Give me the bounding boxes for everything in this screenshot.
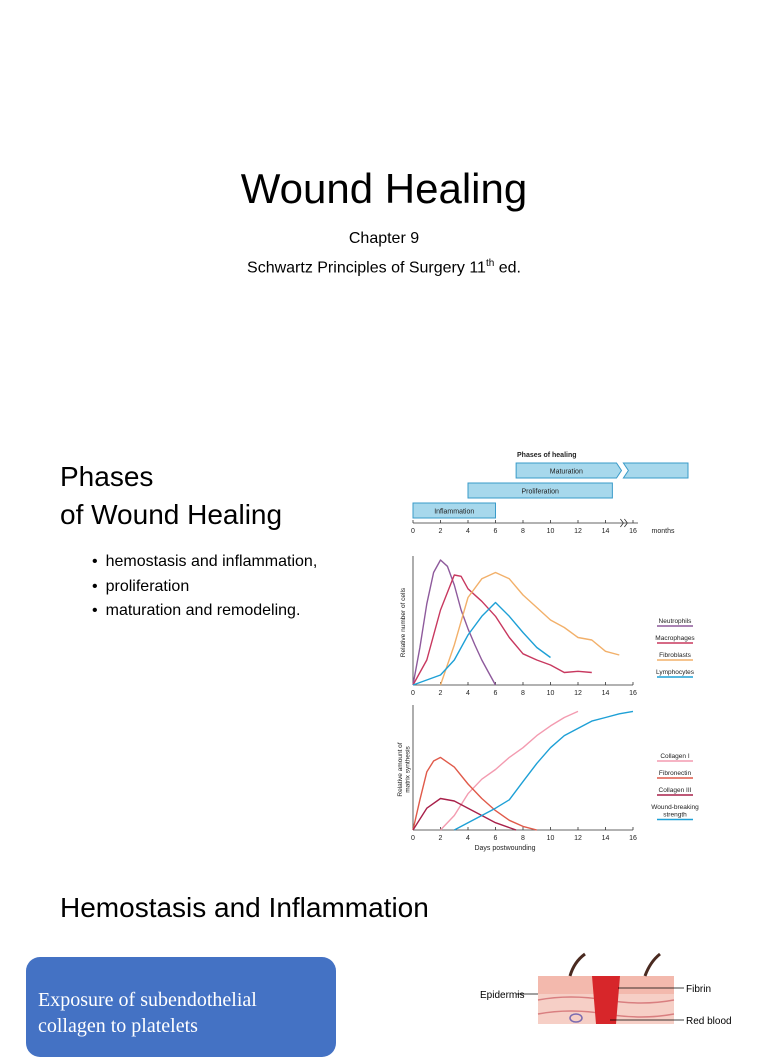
gantt-tick-label: 2 — [438, 528, 443, 535]
series-line — [441, 711, 579, 830]
gantt-tick-label: 12 — [574, 528, 582, 535]
legend-label: Macrophages — [655, 635, 695, 642]
x-axis-label: Days postwounding — [474, 845, 536, 852]
gantt-tick-label: 16 — [629, 528, 637, 535]
phases-bullet-list — [92, 550, 317, 624]
gantt-tick-label: 0 — [411, 528, 415, 535]
gantt-tick-label: 6 — [493, 528, 498, 535]
x-tick-label: 6 — [493, 690, 498, 697]
wound-healing-charts — [395, 445, 725, 855]
hemostasis-heading: Hemostasis and Inflammation — [60, 892, 429, 923]
info-box-line2: collagen to platelets — [38, 1015, 198, 1037]
gantt-tick-label: 10 — [546, 528, 555, 535]
gantt-tick-label: 14 — [601, 528, 610, 535]
gantt-bar-label: Inflammation — [434, 508, 475, 516]
series-line — [413, 575, 592, 685]
gantt-bar-continuation — [623, 463, 688, 478]
x-tick-label: 10 — [546, 690, 555, 697]
wound-clot — [592, 976, 620, 1024]
bullet-item: • hemostasis and inflammation, — [92, 550, 317, 575]
series-line — [413, 603, 551, 686]
x-tick-label: 2 — [438, 690, 443, 697]
series-line — [454, 711, 633, 830]
gantt-bar-label: Proliferation — [521, 488, 559, 496]
legend-label: Fibronectin — [658, 770, 692, 777]
x-tick-label: 4 — [466, 835, 470, 842]
x-tick-label: 4 — [466, 690, 470, 697]
legend-label: Collagen III — [658, 787, 692, 794]
info-box — [26, 957, 336, 1057]
phases-heading-line2: of Wound Healing — [60, 499, 283, 530]
info-box-line1: Exposure of subendothelial — [38, 989, 257, 1011]
epidermis-label: Epidermis — [480, 990, 525, 1001]
hair-shaft — [570, 954, 585, 976]
wound-skin-illustration — [470, 948, 768, 1024]
gantt-title: Phases of healing — [517, 452, 577, 459]
chapter-subtitle: Chapter 9 — [348, 230, 420, 247]
legend-label: Lymphocytes — [655, 669, 695, 676]
edition-suffix: ed. — [494, 259, 521, 277]
red-blood-label: Red blood — [686, 1016, 732, 1024]
x-tick-label: 8 — [521, 835, 525, 842]
gantt-tick-label: 8 — [521, 528, 525, 535]
x-tick-label: 2 — [438, 835, 443, 842]
x-tick-label: 12 — [574, 690, 582, 697]
x-tick-label: 0 — [411, 835, 415, 842]
gantt-tick-label: 4 — [466, 528, 470, 535]
x-tick-label: 12 — [574, 835, 582, 842]
gantt-bar-label: Maturation — [549, 468, 583, 476]
legend-label: Fibroblasts — [659, 652, 691, 659]
gantt-x-axis-label: months — [651, 528, 675, 535]
info-box-text — [38, 987, 257, 1039]
x-tick-label: 8 — [521, 690, 525, 697]
title-slide-heading: Wound Healing — [240, 165, 528, 212]
fibrin-label: Fibrin — [686, 984, 712, 995]
book-subtitle — [0, 258, 768, 277]
hair-shaft — [645, 954, 660, 976]
x-tick-label: 16 — [629, 690, 637, 697]
x-tick-label: 14 — [601, 835, 610, 842]
y-axis-label: Relative number of cells — [400, 587, 407, 658]
x-tick-label: 6 — [493, 835, 498, 842]
y-axis-label: Relative amount ofmatrix synthesis — [397, 742, 412, 797]
legend-label: Collagen I — [660, 753, 690, 760]
bullet-item: • maturation and remodeling. — [92, 599, 317, 624]
edition-superscript: th — [485, 258, 495, 269]
legend-label: Wound-breaking strength — [651, 804, 699, 819]
phases-heading — [60, 458, 282, 534]
x-tick-label: 16 — [629, 835, 637, 842]
bullet-item: • proliferation — [92, 575, 317, 600]
book-name: Schwartz Principles of Surgery 11 — [247, 259, 486, 277]
legend-label: Neutrophils — [658, 618, 692, 625]
x-tick-label: 10 — [546, 835, 555, 842]
x-tick-label: 0 — [411, 690, 415, 697]
x-tick-label: 14 — [601, 690, 610, 697]
phases-heading-line1: Phases — [60, 461, 154, 492]
